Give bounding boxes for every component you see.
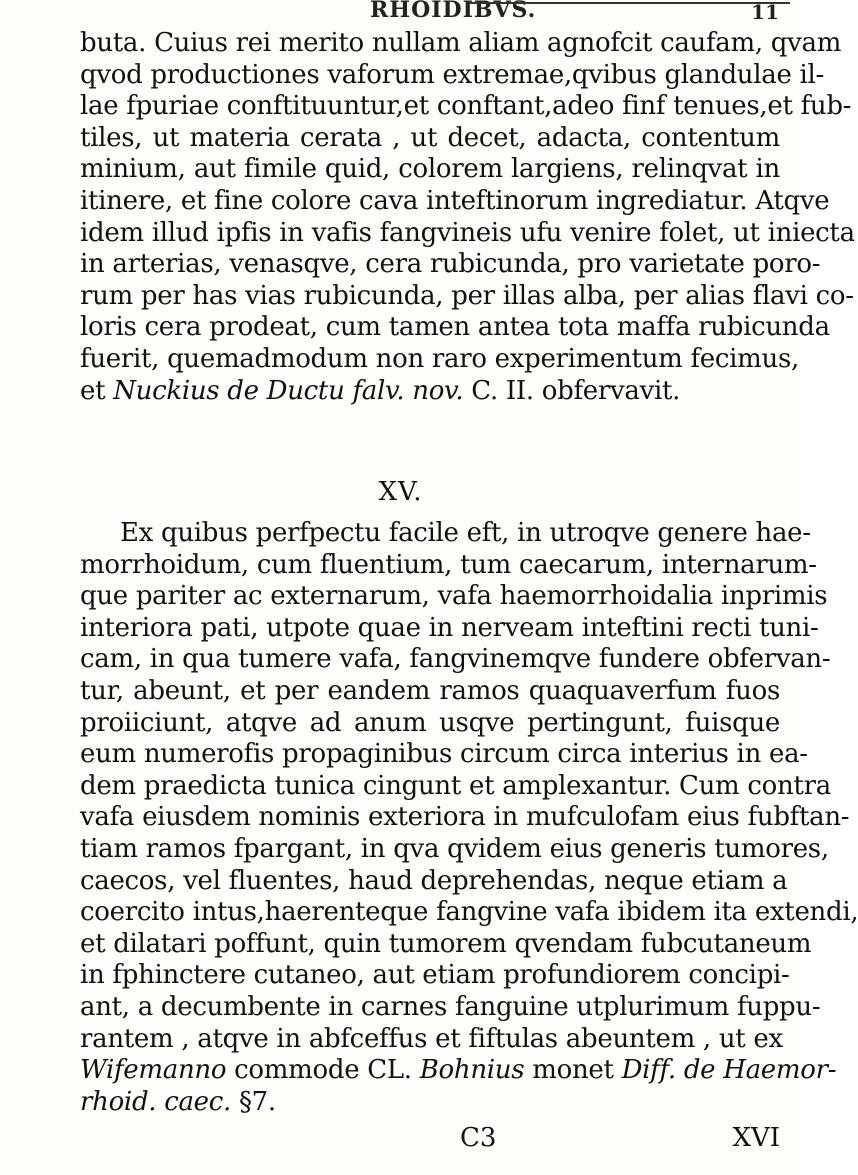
running-head: RHOIDIBVS. (370, 0, 537, 23)
citation-text: monet (524, 1055, 622, 1086)
text-line-citation (80, 1055, 837, 1087)
text-line: fuerit, quemadmodum non raro experimentum fecimus, (80, 343, 799, 374)
text-line: ant, a decumbente in carnes fanguine utplurimum fuppu- (80, 991, 821, 1022)
text-line-citation (80, 1087, 780, 1119)
text-line: eum numerofis propaginibus circum circa interius in ea- (80, 739, 808, 770)
text-line: tiles, ut materia cerata , ut decet, adacta, contentum (80, 122, 780, 153)
text-line: tiam ramos fpargant, in qva qvidem eius generis tumores, (80, 833, 829, 864)
citation-title: Diff. de Haemor- (621, 1055, 837, 1086)
text-line: rum per has vias rubicunda, per illas alba, per alias flavi co- (80, 280, 854, 311)
text-line: et dilatari poffunt, quin tumorem qvendam fubcutaneum (80, 928, 812, 959)
citation-text: commode CL. (226, 1055, 420, 1086)
text-line: cam, in qua tumere vafa, fangvinemqve fundere obfervan- (80, 644, 831, 675)
text-line: proiiciunt, atqve ad anum usqve pertingunt, fuisque (80, 707, 780, 738)
page-number: 11 (751, 0, 779, 24)
text-line: caecos, vel fluentes, haud deprehendas, neque etiam a (80, 865, 788, 896)
text-line: itinere, et fine colore cava inteftinorum ingrediatur. Atqve (80, 185, 830, 216)
citation-author: Bohnius (419, 1055, 525, 1086)
text-line: tur, abeunt, et per eandem ramos quaquaverfum fuos (80, 675, 780, 706)
text-line: in fphinctere cutaneo, aut etiam profundiorem concipi- (80, 960, 790, 991)
paragraph-section-xv (80, 518, 858, 1118)
text-line: qvod productiones vaforum extremae,qvibus glandulae il- (80, 59, 825, 90)
header-rule (470, 2, 790, 4)
citation-author: Wifemanno (80, 1055, 227, 1086)
text-line: loris cera prodeat, cum tamen antea tota maffa rubicunda (80, 312, 830, 343)
citation-title: Nuckius de Ductu falv. nov. (113, 375, 464, 406)
text-line: interiora pati, utpote quae in nerveam inteftini recti tuni- (80, 612, 819, 643)
text-line: Ex quibus perfpectu facile eft, in utroqve genere hae- (120, 518, 811, 548)
text-line: que pariter ac externarum, vafa haemorrhoidalia inprimis (80, 581, 828, 612)
text-line: in arterias, venasqve, cera rubicunda, pro varietate poro- (80, 249, 821, 280)
section-heading: XV. (378, 477, 423, 507)
signature-mark: C3 (460, 1123, 497, 1153)
catchword: XVI (732, 1123, 780, 1153)
text-line-citation (80, 376, 780, 408)
citation-title: rhoid. caec. (80, 1086, 231, 1117)
citation-suffix: §7. (231, 1086, 276, 1117)
text-line: dem praedicta tunica cingunt et amplexantur. Cum contra (80, 770, 831, 801)
text-line: lae fpuriae conftituuntur,et conftant,adeo finf tenues,et fub- (80, 91, 852, 122)
page-footer (80, 1122, 780, 1162)
text-line: buta. Cuius rei merito nullam aliam agnofcit caufam, qvam (80, 28, 842, 58)
text-line: morrhoidum, cum fluentium, tum caecarum, internarum- (80, 549, 817, 580)
citation-prefix: et (80, 375, 114, 406)
text-line: coercito intus,haerenteque fangvine vafa ibidem ita extendi, (80, 897, 858, 928)
citation-suffix: C. II. obfervavit. (463, 375, 681, 406)
text-line: minium, aut fimile quid, colorem largiens, relinqvat in (80, 154, 780, 185)
text-line: vafa eiusdem nominis exteriora in mufculofam eius fubftan- (80, 802, 850, 833)
paragraph-continuation (80, 28, 855, 407)
text-line: rantem , atqve in abfceffus et fiftulas abeuntem , ut ex (80, 1023, 783, 1054)
text-line: idem illud ipfis in vafis fangvineis ufu venire folet, ut iniecta (80, 217, 855, 248)
